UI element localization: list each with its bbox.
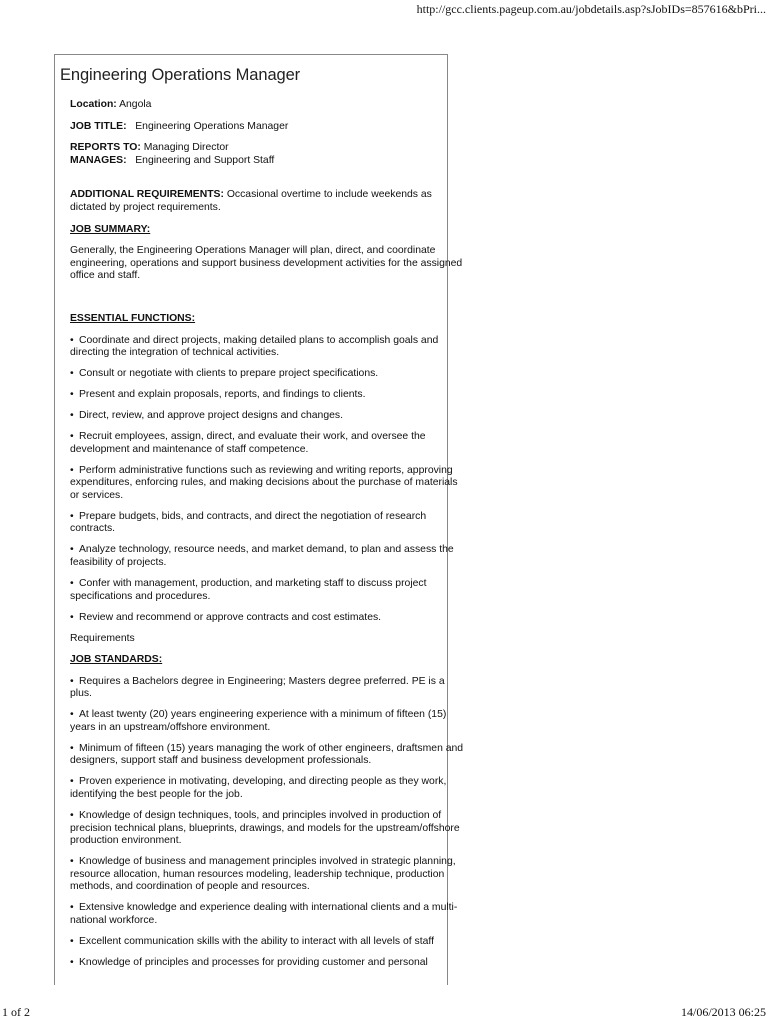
standards-heading: JOB STANDARDS:	[70, 654, 163, 666]
list-item: • Requires a Bachelors degree in Engineering; Masters degree preferred. PE is a plus.	[70, 675, 445, 700]
summary-heading: JOB SUMMARY:	[70, 223, 151, 235]
list-item: • Present and explain proposals, reports, and findings to clients.	[70, 389, 366, 401]
bullet-icon: •	[70, 902, 74, 914]
bullet-icon: •	[70, 577, 74, 589]
bullet-icon: •	[70, 431, 74, 443]
list-item: • Analyze technology, resource needs, and market demand, to plan and assess the feasibility of projects.	[70, 544, 454, 568]
job-body	[62, 99, 464, 970]
bullet-icon: •	[70, 956, 74, 968]
list-item: • Perform administrative functions such as reviewing and writing reports, approving expenditures, enforcing rules, and making decisions about the purchase of materials or services.	[70, 464, 458, 501]
bullet-icon: •	[70, 334, 74, 346]
reports-to-label: REPORTS TO:	[70, 142, 141, 154]
job-details	[62, 64, 464, 978]
summary-text: Generally, the Engineering Operations Manager will plan, direct, and coordinate engineering, operations and support business development activities for the assigned office and staff.	[70, 245, 463, 282]
list-item: • Knowledge of design techniques, tools, and principles involved in production of precision technical plans, blueprints, drawings, and models for the upstream/offshore production environment.	[70, 810, 460, 847]
list-item: • Knowledge of business and management principles involved in strategic planning, resource allocation, human resources modeling, leadership technique, production methods, and coordination of people and resources.	[70, 856, 456, 893]
list-item: • Confer with management, production, and marketing staff to discuss project specifications and procedures.	[70, 577, 427, 602]
list-item: • Prepare budgets, bids, and contracts, and direct the negotiation of research contracts.	[70, 510, 427, 535]
list-item: • At least twenty (20) years engineering experience with a minimum of fifteen (15) years in an upstream/offshore environment.	[70, 709, 447, 733]
print-page-number: 1 of 2	[2, 1005, 30, 1019]
additional-value: Occasional overtime to include weekends as dictated by project requirements.	[70, 189, 432, 213]
bullet-icon: •	[70, 611, 74, 623]
print-header-url: http://gcc.clients.pageup.com.au/jobdetails.asp?sJobIDs=857616&bPri...	[416, 2, 766, 16]
bullet-icon: •	[70, 935, 74, 947]
manages-value: Engineering and Support Staff	[135, 154, 275, 166]
manages-line	[70, 155, 464, 168]
list-item: • Proven experience in motivating, developing, and directing people as they work, identifying the best people for the job.	[70, 776, 447, 801]
list-item: • Knowledge of principles and processes for providing customer and personal	[70, 956, 428, 968]
list-item: • Extensive knowledge and experience dealing with international clients and a multi-national workforce.	[70, 902, 458, 926]
bullet-icon: •	[70, 464, 74, 476]
bullet-icon: •	[70, 510, 74, 522]
list-item: • Excellent communication skills with the ability to interact with all levels of staff	[70, 935, 434, 947]
location-line	[70, 99, 464, 112]
list-item: • Consult or negotiate with clients to prepare project specifications.	[70, 368, 379, 380]
list-item: • Recruit employees, assign, direct, and evaluate their work, and oversee the development and maintenance of staff competence.	[70, 431, 426, 455]
list-item: • Review and recommend or approve contracts and cost estimates.	[70, 611, 382, 623]
list-item: • Direct, review, and approve project designs and changes.	[70, 410, 343, 422]
bullet-icon: •	[70, 742, 74, 754]
standards-list	[70, 676, 464, 970]
bullet-icon: •	[70, 810, 74, 822]
job-title-line	[70, 121, 464, 134]
bullet-icon: •	[70, 368, 74, 380]
job-title-label: JOB TITLE:	[70, 120, 127, 132]
manages-label: MANAGES:	[70, 154, 127, 166]
page-title: Engineering Operations Manager	[60, 66, 301, 84]
additional-requirements	[70, 189, 464, 214]
bullet-icon: •	[70, 709, 74, 721]
bullet-icon: •	[70, 544, 74, 556]
functions-list	[70, 335, 464, 625]
requirements-text: Requirements	[70, 632, 135, 644]
reports-to-value: Managing Director	[143, 142, 229, 154]
bullet-icon: •	[70, 675, 74, 687]
job-title-value: Engineering Operations Manager	[135, 120, 289, 132]
bullet-icon: •	[70, 389, 74, 401]
print-datetime: 14/06/2013 06:25	[680, 1005, 766, 1019]
location-value: Angola	[119, 99, 152, 110]
reports-to-line	[70, 142, 464, 155]
list-item: • Coordinate and direct projects, making detailed plans to accomplish goals and directing the integration of technical activities.	[70, 334, 439, 359]
bullet-icon: •	[70, 776, 74, 788]
bullet-icon: •	[70, 856, 74, 868]
list-item: • Minimum of fifteen (15) years managing the work of other engineers, draftsmen and designers, support staff and business development professionals.	[70, 742, 464, 767]
location-label: Location:	[70, 99, 117, 110]
additional-label: ADDITIONAL REQUIREMENTS:	[70, 189, 224, 201]
bullet-icon: •	[70, 410, 74, 422]
functions-heading: ESSENTIAL FUNCTIONS:	[70, 312, 196, 324]
